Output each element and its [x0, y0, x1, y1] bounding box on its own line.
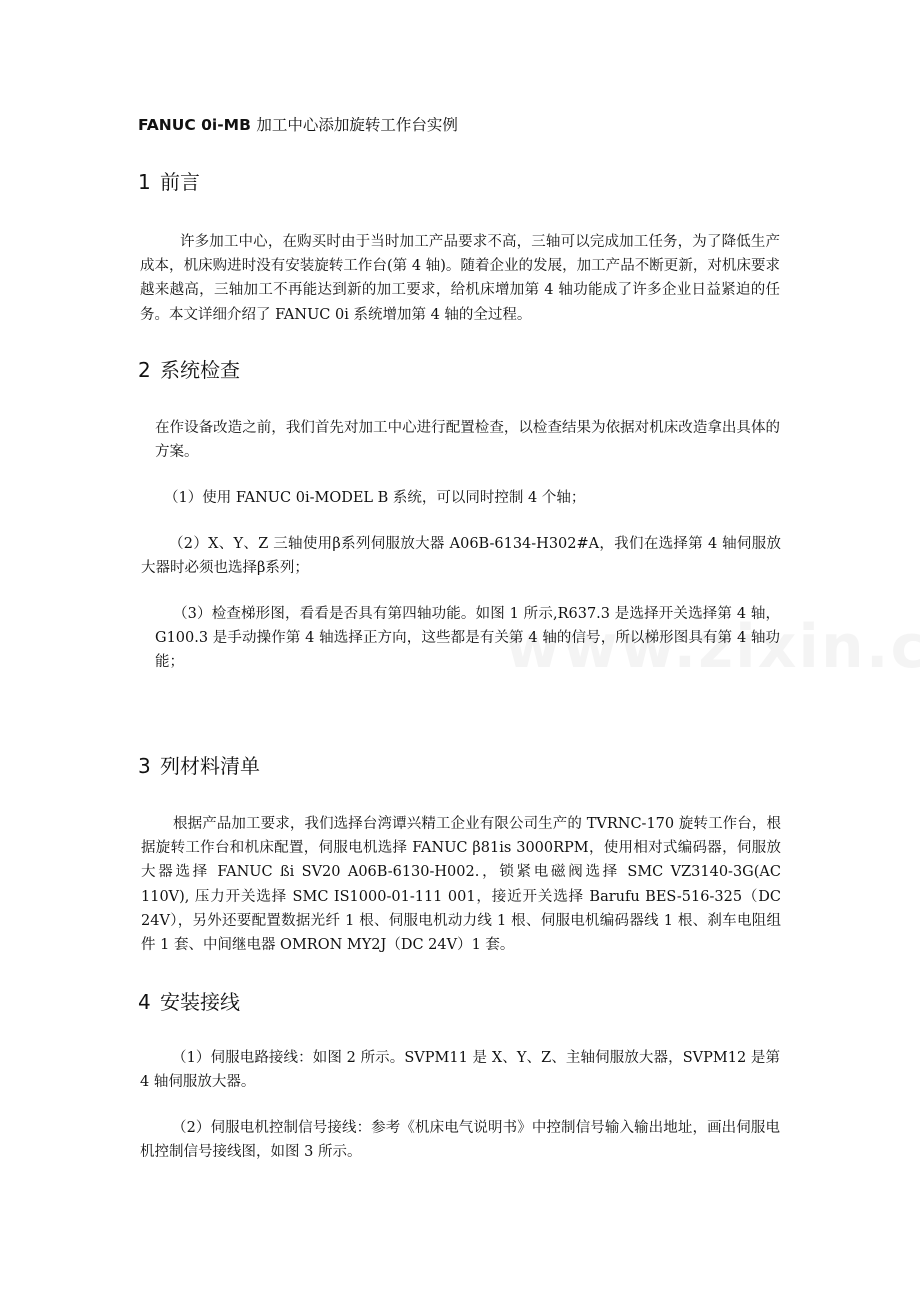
paragraph: 许多加工中心，在购买时由于当时加工产品要求不高，三轴可以完成加工任务，为了降低生产成本，机床购进时没有安装旋转工作台(第 4 轴)。随着企业的发展，加工产品不断更新，对机床要求越来越高，三轴加工不再能达到新的加工要求，给机床增加第 4 轴功能成了许多企业日益紧迫的任务。本文详细介绍了 FANUC 0i 系统增加第 4 轴的全过程。 [140, 234, 780, 323]
document-title-latin: FANUC 0i-MB [138, 116, 257, 134]
paragraph: （3）检查梯形图，看看是否具有第四轴功能。如图 1 所示,R637.3 是选择开关选择第 4 轴， G100.3 是手动操作第 4 轴选择正方向，这些都是有关第 4 轴的信号，所以梯形图具有第 4 轴功能； [155, 606, 780, 671]
document-title-cjk: 加工中心添加旋转工作台实例 [256, 116, 458, 134]
section-heading-4 [138, 988, 240, 1016]
section-title: 前言 [160, 170, 200, 194]
paragraph: （1）使用 FANUC 0i-MODEL B 系统，可以同时控制 4 个轴； [164, 490, 586, 506]
section-heading-3 [138, 752, 260, 780]
section-heading-2 [138, 356, 240, 384]
paragraph: 在作设备改造之前，我们首先对加工中心进行配置检查，以检查结果为依据对机床改造拿出具体的方案。 [155, 420, 780, 461]
section-heading-1 [138, 168, 200, 196]
section-title: 系统检查 [160, 358, 240, 382]
paragraph: （2）伺服电机控制信号接线：参考《机床电气说明书》中控制信号输入输出地址，画出伺服电机控制信号接线图，如图 3 所示。 [140, 1120, 780, 1161]
section-number: 2 [138, 358, 151, 382]
section-title: 列材料清单 [160, 754, 260, 778]
section-number: 3 [138, 754, 151, 778]
paragraph: （1）伺服电路接线：如图 2 所示。SVPM11 是 X、Y、Z、主轴伺服放大器，SVPM12 是第 4 轴伺服放大器。 [140, 1050, 780, 1091]
section-number: 1 [138, 170, 151, 194]
section-number: 4 [138, 990, 151, 1014]
paragraph: （2）X、Y、Z 三轴使用β系列伺服放大器 A06B-6134-H302#A，我们在选择第 4 轴伺服放大器时必须也选择β系列； [141, 536, 781, 577]
section-title: 安装接线 [160, 990, 240, 1014]
document-title [138, 114, 458, 136]
paragraph: 根据产品加工要求，我们选择台湾谭兴精工企业有限公司生产的 TVRNC-170 旋转工作台，根据旋转工作台和机床配置，伺服电机选择 FANUC β81is 3000RPM，使用相对式编码器，伺服放大器选择 FANUC ßi SV20 A06B-6130-H002.，锁紧电磁阀选择 SMC VZ3140-3G(AC 110V), 压力开关选择 SMC IS1000-01-111 001，接近开关选择 Barufu BES-516-325（DC 24V），另外还要配置数据光纤 1 根、伺服电机动力线 1 根、伺服电机编码器线 1 根、刹车电阻组件 1 套、中间继电器 OMRON MY2J（DC 24V）1 套。 [141, 816, 781, 954]
